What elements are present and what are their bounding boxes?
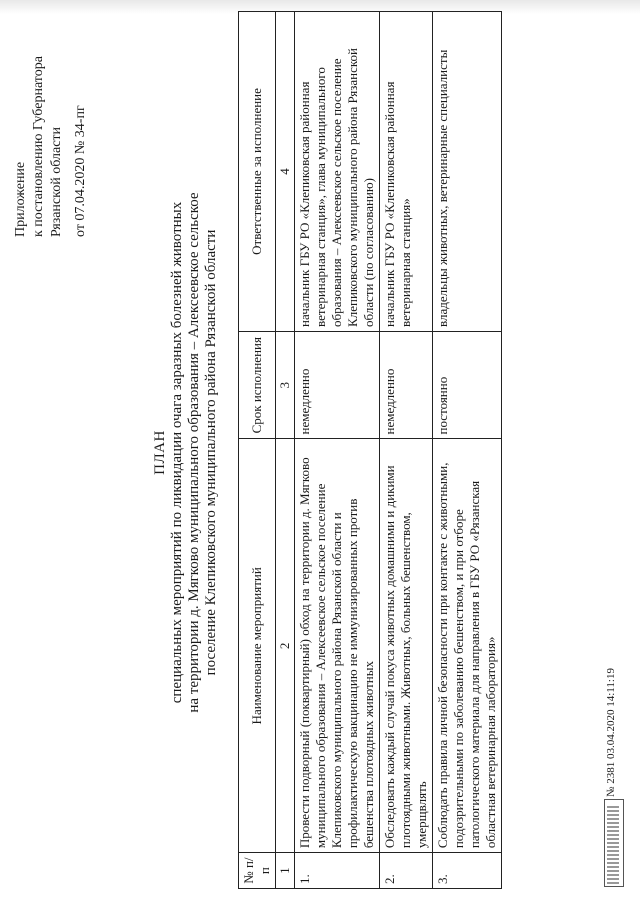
col-number: 4 (276, 12, 295, 332)
header-term: Срок исполнения (239, 331, 276, 439)
header-name: Наименование мероприятий (239, 439, 276, 853)
appendix-line: Рязанской области (49, 126, 64, 237)
plan-title (152, 0, 220, 905)
table-row (433, 12, 502, 889)
plan-heading: ПЛАН (152, 430, 168, 475)
row-resp: начальник ГБУ РО «Клепиковская районная ветеринарная станция» (380, 12, 433, 332)
plan-subtitle-line: на территории д. Мягково муниципального образования – Алексеевское сельское (186, 192, 202, 713)
plan-subtitle-line: поселение Клепиковского муниципального района Рязанской области (203, 229, 219, 676)
col-number: 2 (276, 439, 295, 853)
barcode-icon (607, 804, 619, 884)
plan-subtitle-line: специальных мероприятий по ликвидации очага заразных болезней животных (169, 201, 185, 704)
table-row (380, 12, 433, 889)
col-number: 3 (276, 331, 295, 439)
measures-table (238, 11, 502, 889)
header-num: № п/п (239, 853, 276, 889)
appendix-date: от 07.04.2020 № 34-пг (73, 105, 88, 237)
header-resp: Ответственные за исполнение (239, 12, 276, 332)
row-resp: начальник ГБУ РО «Клепиковская районная ветеринарная станция», глава муниципального образования – Алексеевское сельское поселение Клепиковского муниципального района Рязанской области (по согласованию) (295, 12, 380, 332)
row-num: 1. (295, 853, 380, 889)
barcode-stamp (604, 799, 624, 887)
row-num: 3. (433, 853, 502, 889)
col-number: 1 (276, 853, 295, 889)
registration-mark: № 2381 03.04.2020 14:11:19 (605, 668, 617, 797)
appendix-line: Приложение (13, 161, 28, 237)
table-header-row (239, 12, 276, 889)
row-num: 2. (380, 853, 433, 889)
row-term: немедленно (295, 331, 380, 439)
row-term: постоянно (433, 331, 502, 439)
table-row (295, 12, 380, 889)
row-name: Провести подворный (поквартирный) обход на территории д. Мягково муниципального образования – Алексеевское сельское поселение Клепиковского муниципального района Рязанской области и профилактическую вакцинацию не иммунизированных против бешенства плотоядных животных (295, 439, 380, 853)
row-resp: владельцы животных, ветеринарные специалисты (433, 12, 502, 332)
row-name: Обследовать каждый случай покуса животных домашними и дикими плотоядными животными. Животных, больных бешенством, умерщвлять (380, 439, 433, 853)
column-number-row (276, 12, 295, 889)
row-term: немедленно (380, 331, 433, 439)
row-name: Соблюдать правила личной безопасности при контакте с животными, подозрительными по заболеванию бешенством, и при отборе патологического материала для направления в ГБУ РО «Рязанская областная ветеринарная лаборатория» (433, 439, 502, 853)
appendix-line: к постановлению Губернатора (31, 56, 46, 237)
appendix-block (12, 5, 90, 237)
